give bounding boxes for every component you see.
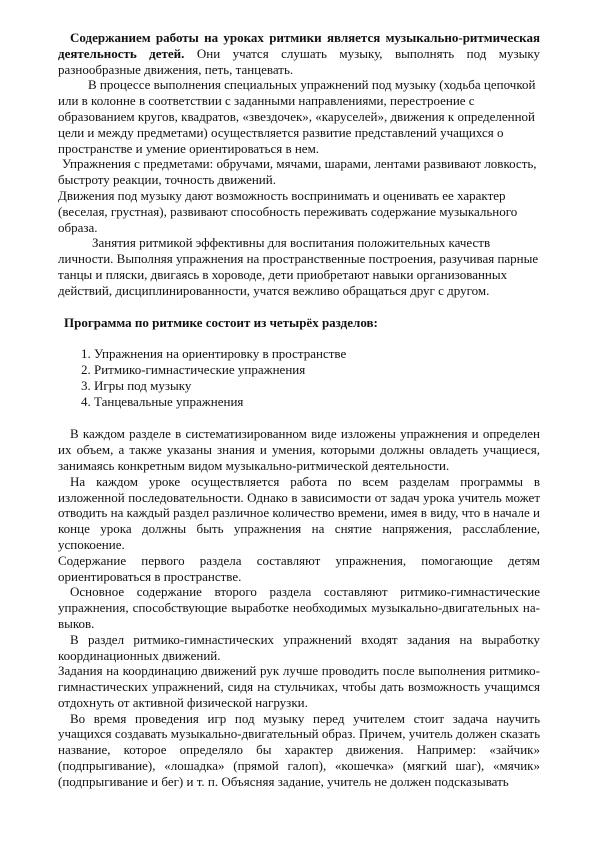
program-heading: Программа по ритмике состоит из четырёх разделов: (64, 314, 378, 330)
list-item: 3. Игры под музыку (94, 378, 540, 394)
paragraph-each-lesson: На каждом уроке осуществляется работа по всем разделам программы в изложенной последовательности. Однако в зависимости от задач урока учитель может отводить на каждый раздел различное количество времени, имея в виду, что в начале и конце урока должны быть упражнения на снятие напряжения, расслабление, успокоение. (58, 473, 540, 552)
spacer (58, 330, 540, 346)
paragraph-music-games: Во время проведения игр под музыку перед учителем стоит задача научить учащихся создавать музыкально-двигательный образ. Причем, учитель должен сказать название, которое определяло бы характер движения. Например: «зайчик» (подпрыгивание), «лошадка» (прямой галоп), «кошечка» (мягкий шаг), «мячик» (подпрыгивание и бег) и т. п. Объясняя задание, учитель не должен подсказывать (58, 710, 540, 789)
paragraph-intro (58, 30, 540, 77)
paragraph-object-exercises: Упражнения с предметами: обручами, мячами, шарами, лентами развивают ловкость, быстроту реакции, точность движений. (58, 156, 537, 188)
paragraph-coordination: В раздел ритмико-гимнастических упражнений входят задания на выработку координационных движений. (58, 631, 540, 663)
intro-bold-text: Содержанием работы на уроках ритмики является музыкально-ритмическая деятельность детей. (58, 30, 540, 61)
paragraph-first-section: Содержание первого раздела составляют упражнения, помогающие детям ориентироваться в пространстве. (58, 552, 540, 584)
paragraph-hand-coordination: Задания на координацию движений рук лучше проводить после выполнения ритмико-гимнастических упражнений, сидя на стульчиках, чтобы дать возможность учащимся отдохнуть от активной физической нагрузки. (58, 663, 540, 710)
document-page (58, 30, 540, 790)
list-item: 2. Ритмико-гимнастические упражнения (94, 362, 540, 378)
spacer (58, 410, 540, 426)
spacer (58, 299, 540, 315)
paragraph-music-movement: Движения под музыку дают возможность воспринимать и оценивать ее характер (веселая, грустная), развивают способность переживать содержание музыкального образа. (58, 187, 518, 235)
paragraph-spatial-exercises: В процессе выполнения специальных упражнений под музыку (ходьба цепочкой или в колонне в соответствии с заданными направлениями, перестроение с образованием кругов, квадратов, «звездочек», «каруселей», движения к определенной цели и между предметами) осуществляется развитие представлений учащихся о пространстве и умение ориентироваться в нем. (58, 77, 536, 156)
sections-list (58, 346, 540, 410)
list-item: 4. Танцевальные упражнения (94, 394, 540, 410)
paragraph-each-section: В каждом разделе в систематизированном виде изложены упражнения и определен их объем, а также указаны знания и умения, которыми должны овладеть учащиеся, занимаясь конкретным видом музыкально-ритмической деятельности. (58, 426, 540, 473)
intro-rest-text: Они учатся слушать музыку, выполнять под музыку разнообразные движения, петь, танцевать. (58, 45, 541, 77)
paragraph-personal-qualities: Занятия ритмикой эффективны для воспитания положительных качеств личности. Выполняя упражнения на пространственные построения, разучивая парные танцы и пляски, двигаясь в хороводе, дети приобретают навыки организованных действий, дисциплинированности, учатся вежливо обращаться друг с другом. (58, 235, 539, 298)
list-item: 1. Упражнения на ориентировку в пространстве (94, 346, 540, 362)
paragraph-second-section: Основное содержание второго раздела составляют ритмико-гимнастические упражнения, способствующие выработке необходимых музыкально-двигательных на-выков. (58, 584, 540, 631)
